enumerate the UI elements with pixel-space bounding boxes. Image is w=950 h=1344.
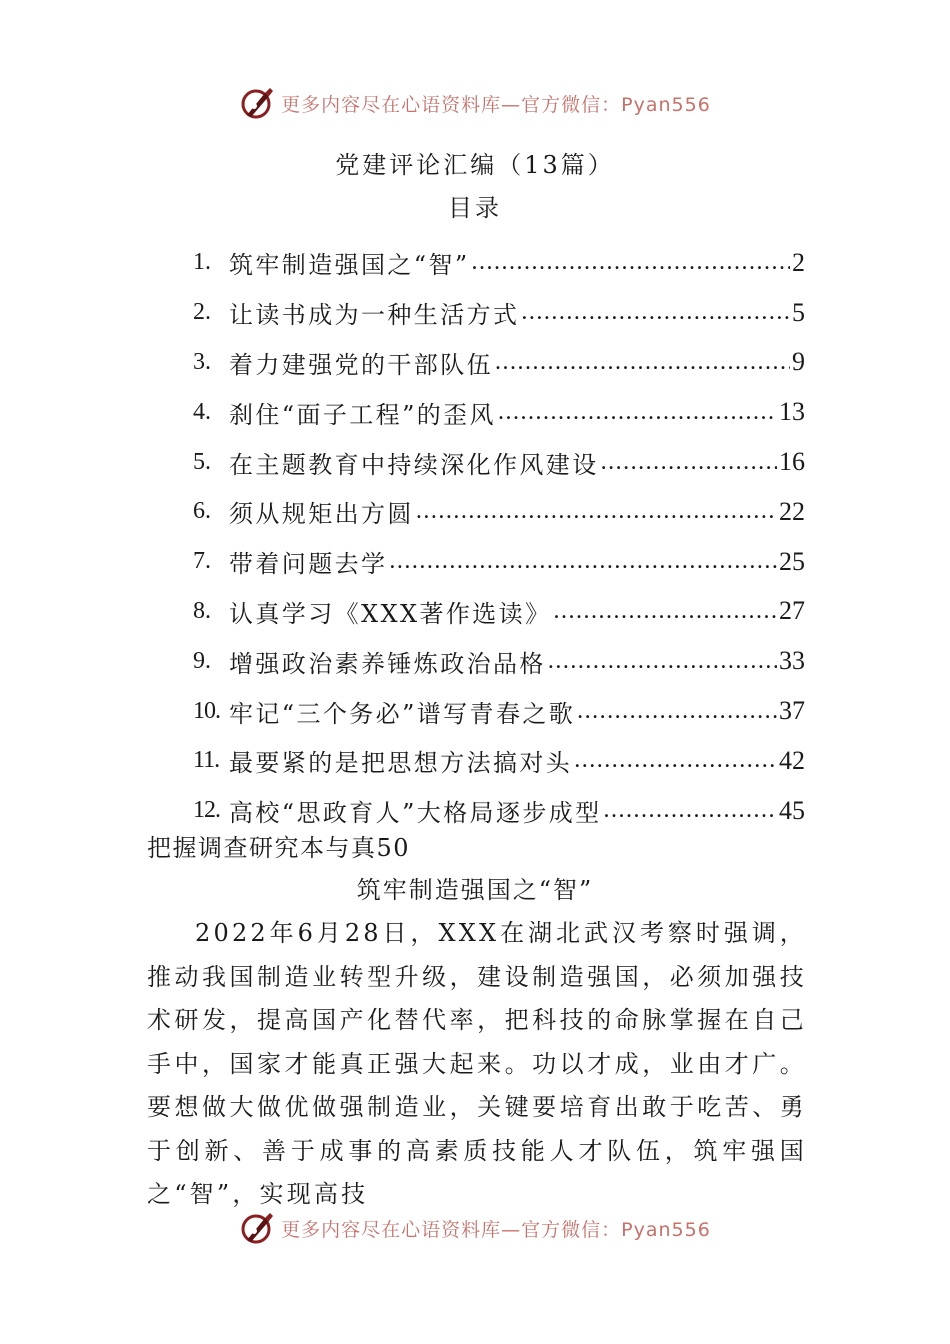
toc-entry[interactable]	[193, 537, 805, 587]
toc-number: 10.	[193, 697, 220, 724]
toc-leader-dots	[574, 747, 777, 774]
pen-logo-icon	[239, 85, 275, 121]
toc-leader-dots	[601, 449, 777, 476]
toc-page-number: 27	[779, 596, 805, 626]
toc-page-number: 33	[779, 646, 805, 676]
toc-number: 9.	[193, 647, 211, 674]
toc-leader-dots	[495, 349, 790, 376]
toc-number: 1.	[193, 249, 211, 276]
footer-banner-text: 更多内容尽在心语资料库—官方微信：Pyan556	[281, 1218, 711, 1241]
toc-title: 着力建强党的干部队伍	[229, 350, 493, 379]
article-title: 筑牢制造强国之“智”	[356, 876, 594, 904]
toc-entry[interactable]	[193, 587, 805, 637]
toc-title: 筑牢制造强国之“智”	[229, 251, 470, 280]
toc-page-number: 16	[779, 447, 805, 477]
toc-number: 11.	[193, 747, 220, 774]
pen-logo-icon	[239, 1210, 275, 1246]
toc-entry[interactable]	[193, 238, 805, 288]
toc-page-number: 9	[792, 347, 805, 377]
toc-page-number: 2	[792, 247, 805, 277]
header-banner	[0, 83, 950, 123]
toc-heading: 目录	[448, 194, 502, 222]
toc-page-number: 22	[779, 496, 805, 526]
toc-leader-dots	[553, 598, 777, 625]
toc-title: 认真学习《XXX著作选读》	[229, 599, 552, 628]
toc-entry[interactable]	[193, 288, 805, 338]
toc-number: 3.	[193, 348, 211, 375]
toc-title: 高校“思政育人”大格局逐步成型	[229, 799, 602, 828]
toc-page-number: 45	[779, 795, 805, 825]
document-title: 党建评论汇编（13篇）	[335, 151, 615, 179]
toc-number: 12.	[193, 797, 220, 824]
toc-page-number: 42	[779, 745, 805, 775]
table-of-contents	[193, 238, 805, 836]
toc-number: 7.	[193, 548, 211, 575]
toc-entry[interactable]	[193, 487, 805, 537]
toc-extra-entry[interactable]: 把握调查研究本与真50	[147, 834, 411, 862]
toc-number: 6.	[193, 498, 211, 525]
toc-entry[interactable]	[193, 387, 805, 437]
toc-leader-dots	[548, 648, 777, 675]
toc-page-number: 37	[779, 696, 805, 726]
footer-banner	[0, 1208, 950, 1248]
toc-title: 最要紧的是把思想方法搞对头	[229, 749, 573, 778]
header-banner-text: 更多内容尽在心语资料库—官方微信：Pyan556	[281, 93, 711, 116]
toc-entry[interactable]	[193, 338, 805, 388]
toc-page-number: 5	[792, 297, 805, 327]
toc-leader-dots	[416, 498, 777, 525]
toc-number: 4.	[193, 398, 211, 425]
toc-page-number: 25	[779, 546, 805, 576]
toc-title: 牢记“三个务必”谱写青春之歌	[229, 699, 576, 728]
toc-entry[interactable]	[193, 736, 805, 786]
toc-number: 8.	[193, 597, 211, 624]
toc-number: 2.	[193, 299, 211, 326]
toc-entry[interactable]	[193, 636, 805, 686]
toc-title: 让读书成为一种生活方式	[229, 301, 520, 330]
toc-leader-dots	[604, 797, 777, 824]
toc-page-number: 13	[779, 397, 805, 427]
toc-number: 5.	[193, 448, 211, 475]
toc-entry[interactable]	[193, 437, 805, 487]
toc-title: 增强政治素养锤炼政治品格	[229, 649, 546, 678]
toc-entry[interactable]	[193, 686, 805, 736]
toc-title: 刹住“面子工程”的歪风	[229, 400, 496, 429]
toc-title: 在主题教育中持续深化作风建设	[229, 450, 599, 479]
toc-title: 须从规矩出方圆	[229, 500, 414, 529]
article-paragraph-text: 2022年6月28日，XXX在湖北武汉考察时强调，推动我国制造业转型升级，建设制造强国，必须加强技术研发，提高国产化替代率，把科技的命脉掌握在自己手中，国家才能真正强大起来。功以才成，业由才广。要想做大做优做强制造业，关键要培育出敢于吃苦、勇于创新、善于成事的高素质技能人才队伍，筑牢强国之“智”，实现高技	[147, 919, 807, 1208]
toc-title: 带着问题去学	[229, 550, 388, 579]
toc-leader-dots	[472, 249, 790, 276]
toc-leader-dots	[521, 299, 790, 326]
toc-leader-dots	[389, 548, 777, 575]
toc-leader-dots	[498, 399, 777, 426]
article-paragraph	[147, 912, 807, 1217]
toc-leader-dots	[577, 698, 777, 725]
